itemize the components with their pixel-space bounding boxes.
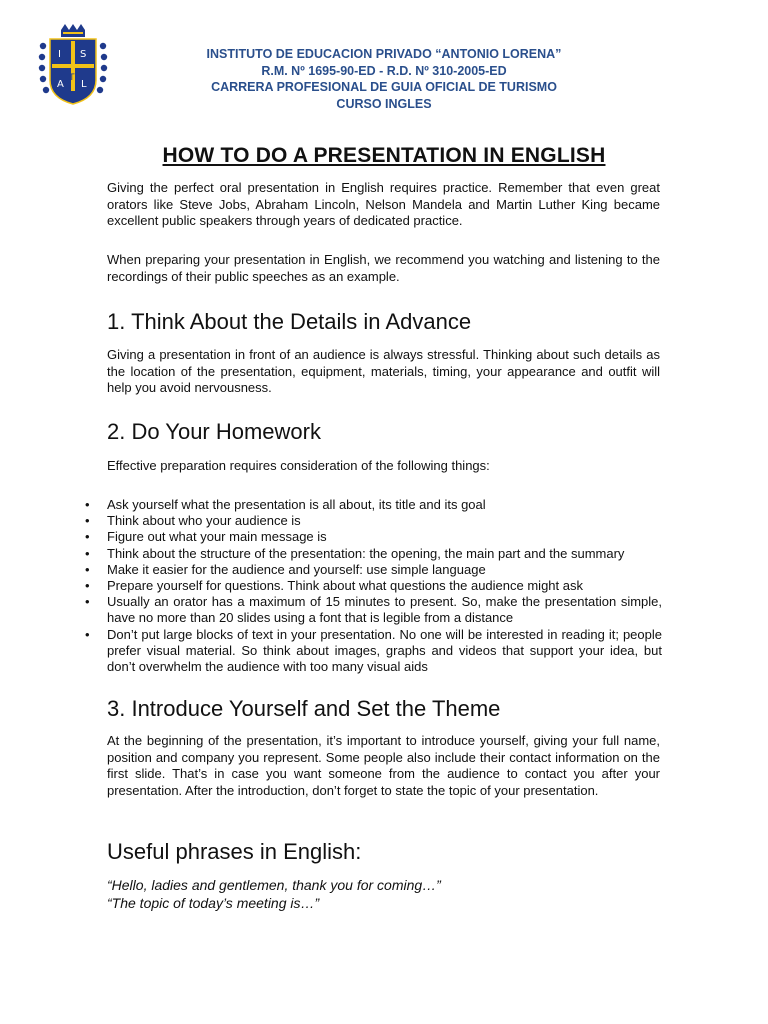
resolution-numbers: R.M. Nº 1695-90-ED - R.D. Nº 310-2005-ED — [261, 63, 507, 78]
institution-header — [150, 46, 618, 112]
institute-logo — [38, 24, 108, 108]
section-body: Effective preparation requires consideration of the following things: — [107, 458, 490, 473]
course-name: CURSO INGLES — [336, 96, 432, 111]
institution-name: INSTITUTO DE EDUCACION PRIVADO “ANTONIO LORENA” — [206, 47, 562, 61]
list-item: • Don’t put large blocks of text in your presentation. No one will be interested in reading it; people prefer visual material. So think about images, graphs and videos that support your idea, but don’t overwhelm the audience with too many visual aids — [107, 627, 662, 676]
section-heading: 2. Do Your Homework — [107, 419, 321, 444]
list-item: • Ask yourself what the presentation is all about, its title and its goal — [107, 497, 662, 513]
logo-letter: A — [57, 79, 64, 90]
logo-letter: I — [58, 49, 61, 60]
phrase-item: “The topic of today’s meeting is…” — [107, 895, 320, 911]
side-ornament-left — [39, 43, 49, 93]
crown-icon — [61, 24, 85, 37]
list-item: • Usually an orator has a maximum of 15 minutes to present. So, make the presentation simple, have no more than 20 slides using a font that is legible from a distance — [107, 594, 662, 626]
intro-paragraph: Giving the perfect oral presentation in English requires practice. Remember that even great orators like Steve Jobs, Abraham Lincoln, Nelson Mandela and Martin Luther King became excellent public speakers through years of dedicated practice. — [107, 180, 660, 228]
section-heading: 1. Think About the Details in Advance — [107, 309, 472, 334]
section-body: At the beginning of the presentation, it’s important to introduce yourself, giving your full name, position and company you represent. Some people also include their contact information on the first slide. That’s in case you want someone from the audience to contact you after your presentation. After the introduction, don’t forget to state the topic of your presentation. — [107, 733, 660, 798]
list-item: • Think about who your audience is — [107, 513, 662, 529]
section-heading: 3. Introduce Yourself and Set the Theme — [107, 696, 501, 721]
logo-letter: S — [80, 49, 87, 60]
side-ornament-right — [97, 43, 107, 93]
list-item: • Figure out what your main message is — [107, 529, 662, 545]
document-title: HOW TO DO A PRESENTATION IN ENGLISH — [162, 144, 606, 168]
list-item: • Prepare yourself for questions. Think about what questions the audience might ask — [107, 578, 662, 594]
list-item: • Make it easier for the audience and yourself: use simple language — [107, 562, 662, 578]
phrase-item: “Hello, ladies and gentlemen, thank you for coming…” — [107, 877, 441, 893]
program-name: CARRERA PROFESIONAL DE GUIA OFICIAL DE TURISMO — [211, 80, 557, 94]
list-item: • Think about the structure of the presentation: the opening, the main part and the summary — [107, 546, 662, 562]
logo-letter: T — [69, 73, 75, 83]
intro-paragraph: When preparing your presentation in English, we recommend you watching and listening to the recordings of their public speeches as an example. — [107, 252, 660, 284]
phrases-heading: Useful phrases in English: — [107, 839, 362, 864]
logo-letter: L — [81, 79, 87, 90]
homework-list — [107, 497, 662, 675]
section-body: Giving a presentation in front of an audience is always stressful. Thinking about such details as the location of the presentation, equipment, materials, timing, your appearance and outfit will help you avoid nervousness. — [107, 347, 660, 395]
